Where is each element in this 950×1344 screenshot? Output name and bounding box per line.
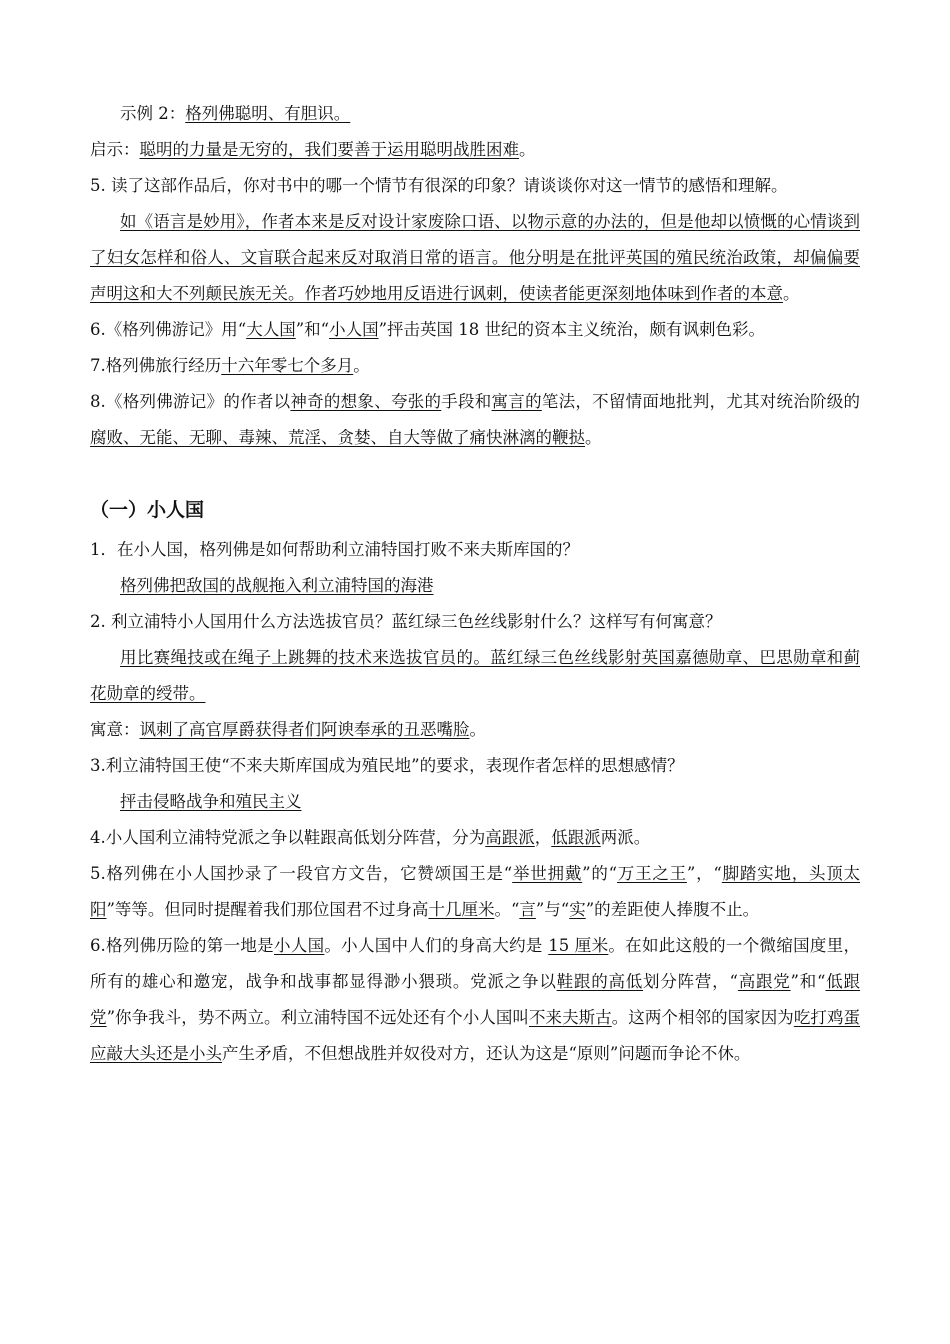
inspiration: 启示：聪明的力量是无穷的，我们要善于运用聪明战胜困难。 bbox=[90, 140, 536, 159]
section-q6: 6.格列佛历险的第一地是小人国。小人国中人们的身高大约是 15 厘米。在如此这般的一个微缩国度里，所有的雄心和邀宠，战争和战事都显得渺小猥琐。党派之争以鞋跟的高低划分阵营，“高跟党”和“低跟党”你争我斗，势不两立。利立浦特国不远处还有个小人国叫不来夫斯古。这两个相邻的国家因为吃打鸡蛋应敲大头还是小头产生矛盾，不但想战胜并奴役对方，还认为这是“原则”问题而争论不休。 bbox=[90, 936, 861, 1063]
section-a1: 格列佛把敌国的战舰拖入利立浦特国的海港 bbox=[120, 576, 434, 595]
section-a3: 抨击侵略战争和殖民主义 bbox=[120, 792, 302, 811]
inspiration-answer: 聪明的力量是无穷的，我们要善于运用聪明战胜困难 bbox=[139, 140, 519, 159]
example-label: 示例 2： bbox=[120, 104, 186, 123]
section-q4: 4.小人国利立浦特党派之争以鞋跟高低划分阵营，分为高跟派，低跟派两派。 bbox=[90, 828, 651, 847]
section-a2: 用比赛绳技或在绳子上跳舞的技术来选拔官员的。蓝红绿三色丝线影射英国嘉德勋章、巴思勋章和蓟花勋章的绶带。 bbox=[90, 648, 860, 703]
question-7: 7.格列佛旅行经历十六年零七个多月。 bbox=[90, 356, 370, 375]
question-8: 8.《格列佛游记》的作者以神奇的想象、夸张的手段和寓言的笔法，不留情面地批判，尤其对统治阶级的腐败、无能、无聊、毒辣、荒淫、贪婪、自大等做了痛快淋漓的鞭挞。 bbox=[90, 392, 861, 447]
section-q1: 1．在小人国，格列佛是如何帮助利立浦特国打败不来夫斯库国的？ bbox=[90, 540, 579, 559]
section-q3: 3.利立浦特国王使“不来夫斯库国成为殖民地”的要求，表现作者怎样的思想感情？ bbox=[90, 756, 684, 775]
inspiration-label: 启示： bbox=[90, 140, 140, 159]
question-6: 6.《格列佛游记》用“大人国”和“小人国”抨击英国 18 世纪的资本主义统治，颇有讽刺色彩。 bbox=[90, 320, 765, 339]
section-title: （一）小人国 bbox=[90, 499, 205, 521]
section-meaning: 寓意：讽刺了高官厚爵获得者们阿谀奉承的丑恶嘴脸。 bbox=[90, 720, 486, 739]
section-q2: 2. 利立浦特小人国用什么方法选拔官员？蓝红绿三色丝线影射什么？这样写有何寓意？ bbox=[90, 612, 722, 631]
question-5: 5. 读了这部作品后，你对书中的哪一个情节有很深的印象？请谈谈你对这一情节的感悟和理解。 bbox=[90, 176, 788, 195]
document-page bbox=[90, 96, 860, 1072]
example-2 bbox=[90, 96, 860, 132]
answer-5: 如《语言是妙用》，作者本来是反对设计家废除口语、以物示意的办法的，但是他却以愤慨的心情谈到了妇女怎样和俗人、文盲联合起来反对取消日常的语言。他分明是在批评英国的殖民统治政策，却偏偏要声明这和大不列颠民族无关。作者巧妙地用反语进行讽刺，使读者能更深刻地体味到作者的本意。 bbox=[90, 212, 860, 303]
example-answer: 格列佛聪明、有胆识。 bbox=[185, 104, 351, 123]
section-q5: 5.格列佛在小人国抄录了一段官方文告，它赞颂国王是“举世拥戴”的“万王之王”，“脚踏实地，头顶太阳”等等。但同时提醒着我们那位国君不过身高十几厘米。“言”与“实”的差距使人捧腹不止。 bbox=[90, 864, 861, 919]
